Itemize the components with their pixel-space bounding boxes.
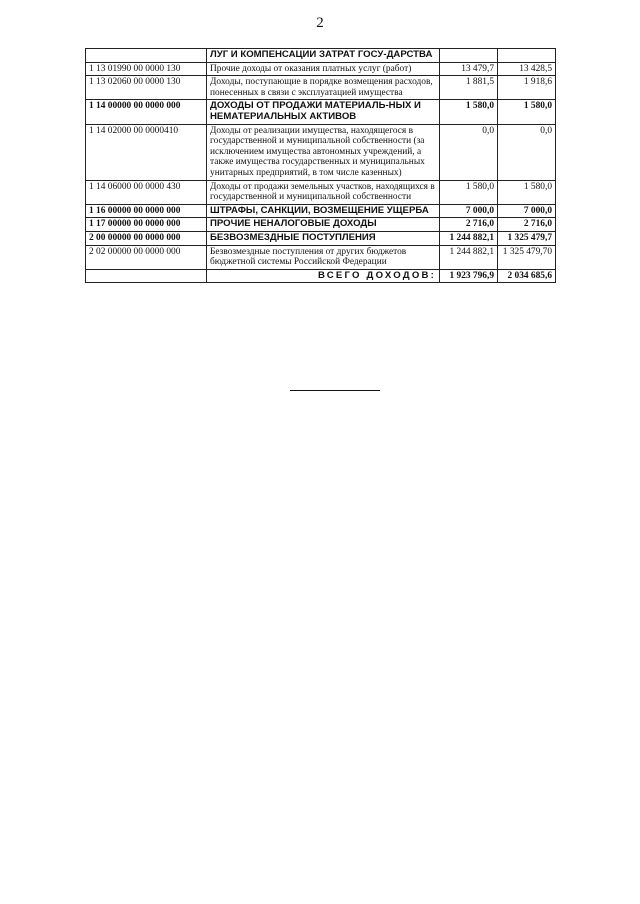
row-value-2 bbox=[498, 49, 556, 63]
total-label: ВСЕГО ДОХОДОВ: bbox=[207, 269, 440, 283]
page-number: 2 bbox=[316, 15, 324, 31]
total-row bbox=[86, 269, 556, 283]
revenue-table bbox=[85, 48, 556, 283]
row-code: 1 17 00000 00 0000 000 bbox=[86, 218, 207, 232]
total-value-1: 1 923 796,9 bbox=[440, 269, 498, 283]
row-value-1: 7 000,0 bbox=[440, 204, 498, 218]
row-value-2: 7 000,0 bbox=[498, 204, 556, 218]
row-value-1: 2 716,0 bbox=[440, 218, 498, 232]
total-value-2: 2 034 685,6 bbox=[498, 269, 556, 283]
row-value-2: 0,0 bbox=[498, 124, 556, 180]
table-row bbox=[86, 49, 556, 63]
row-name: ЛУГ И КОМПЕНСАЦИИ ЗАТРАТ ГОСУ-ДАРСТВА bbox=[207, 49, 440, 63]
row-code: 1 13 01990 00 0000 130 bbox=[86, 62, 207, 76]
table-row bbox=[86, 76, 556, 100]
row-value-1: 1 580,0 bbox=[440, 180, 498, 204]
row-code bbox=[86, 49, 207, 63]
table-row bbox=[86, 100, 556, 124]
total-empty-cell bbox=[86, 269, 207, 283]
row-value-2: 2 716,0 bbox=[498, 218, 556, 232]
row-value-1: 1 881,5 bbox=[440, 76, 498, 100]
row-value-1: 1 580,0 bbox=[440, 100, 498, 124]
row-code: 1 14 06000 00 0000 430 bbox=[86, 180, 207, 204]
table-row bbox=[86, 180, 556, 204]
row-name: БЕЗВОЗМЕЗДНЫЕ ПОСТУПЛЕНИЯ bbox=[207, 231, 440, 245]
row-value-1: 0,0 bbox=[440, 124, 498, 180]
row-code: 1 14 00000 00 0000 000 bbox=[86, 100, 207, 124]
row-name: Доходы от продажи земельных участков, находящихся в государственной и муниципальной собственности bbox=[207, 180, 440, 204]
row-value-2: 1 918,6 bbox=[498, 76, 556, 100]
row-value-2: 1 580,0 bbox=[498, 180, 556, 204]
row-name: Безвозмездные поступления от других бюджетов бюджетной системы Российской Федерации bbox=[207, 245, 440, 269]
row-value-1 bbox=[440, 49, 498, 63]
row-code: 1 13 02060 00 0000 130 bbox=[86, 76, 207, 100]
table-row bbox=[86, 124, 556, 180]
row-value-1: 1 244 882,1 bbox=[440, 231, 498, 245]
table-row bbox=[86, 245, 556, 269]
row-name: Доходы, поступающие в порядке возмещения расходов, понесенных в связи с эксплуатацией имущества bbox=[207, 76, 440, 100]
row-name: ДОХОДЫ ОТ ПРОДАЖИ МАТЕРИАЛЬ-НЫХ И НЕМАТЕРИАЛЬНЫХ АКТИВОВ bbox=[207, 100, 440, 124]
end-rule bbox=[290, 390, 380, 391]
row-value-1: 13 479,7 bbox=[440, 62, 498, 76]
table-row bbox=[86, 231, 556, 245]
table-row bbox=[86, 62, 556, 76]
revenue-table-body bbox=[86, 49, 556, 283]
row-name: ПРОЧИЕ НЕНАЛОГОВЫЕ ДОХОДЫ bbox=[207, 218, 440, 232]
table-row bbox=[86, 218, 556, 232]
row-name: Прочие доходы от оказания платных услуг (работ) bbox=[207, 62, 440, 76]
row-value-2: 1 325 479,7 bbox=[498, 231, 556, 245]
table-row bbox=[86, 204, 556, 218]
row-value-2: 1 580,0 bbox=[498, 100, 556, 124]
row-code: 2 02 00000 00 0000 000 bbox=[86, 245, 207, 269]
row-value-2: 13 428,5 bbox=[498, 62, 556, 76]
row-code: 2 00 00000 00 0000 000 bbox=[86, 231, 207, 245]
row-name: ШТРАФЫ, САНКЦИИ, ВОЗМЕЩЕНИЕ УЩЕРБА bbox=[207, 204, 440, 218]
row-code: 1 16 00000 00 0000 000 bbox=[86, 204, 207, 218]
row-code: 1 14 02000 00 0000410 bbox=[86, 124, 207, 180]
row-value-2: 1 325 479,70 bbox=[498, 245, 556, 269]
row-name: Доходы от реализации имущества, находящегося в государственной и муниципальной собственности (за исключением имущества автономных учреждений, а также имущества государственных и муниципальных унитарных предприятий, в том числе казенных) bbox=[207, 124, 440, 180]
row-value-1: 1 244 882,1 bbox=[440, 245, 498, 269]
